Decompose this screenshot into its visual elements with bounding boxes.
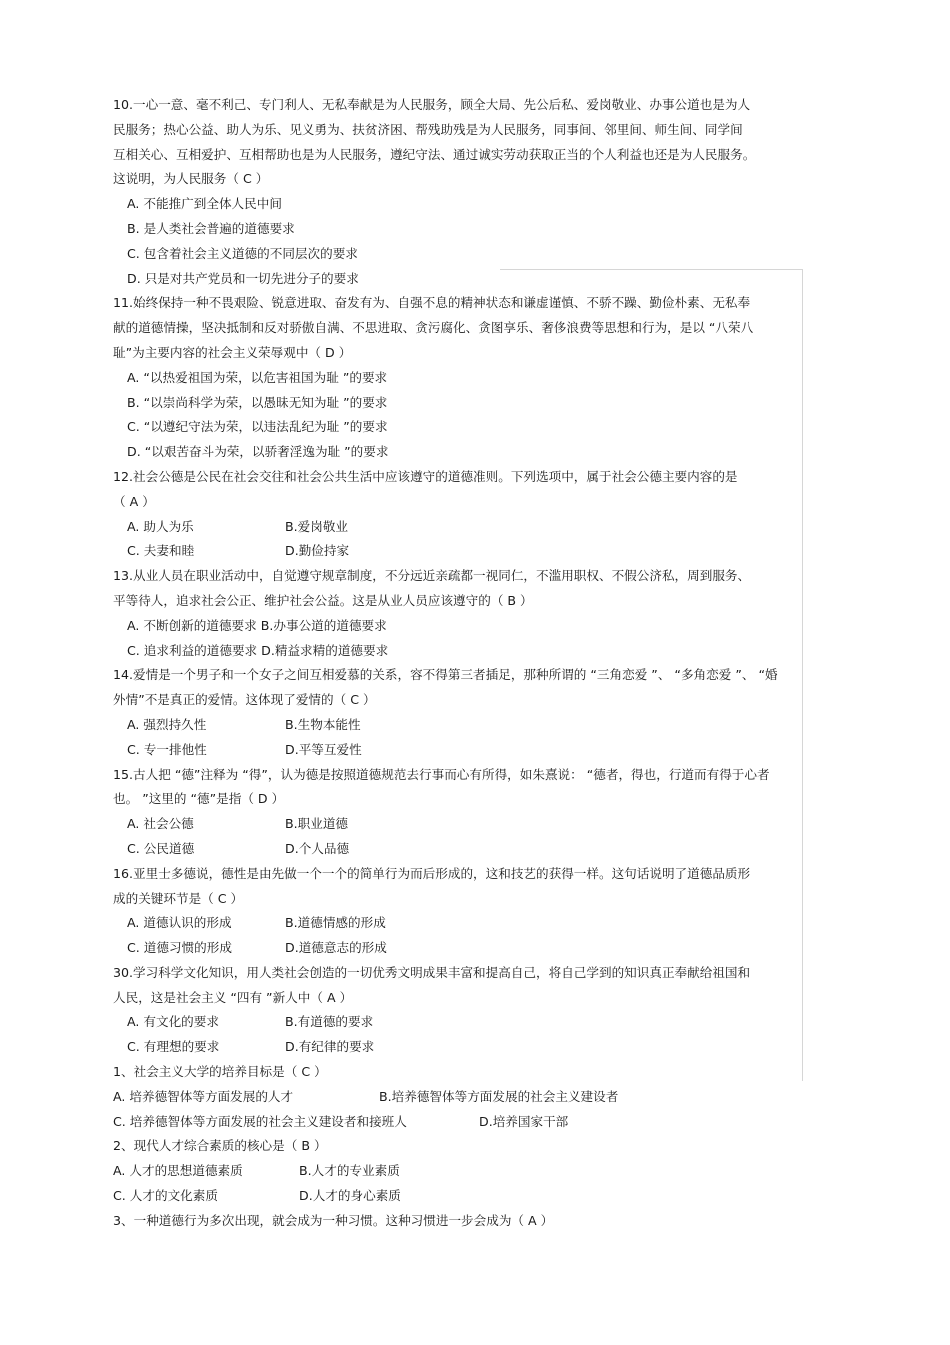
option-row bbox=[113, 539, 843, 564]
option-c: C. 人才的文化素质 bbox=[113, 1188, 218, 1204]
option-d: D.个人品德 bbox=[285, 840, 350, 856]
question-stem-line: 这说明，为人民服务（ C ） bbox=[113, 171, 269, 187]
option-b: B.道德情感的形成 bbox=[285, 915, 386, 931]
option-b: B.人才的专业素质 bbox=[299, 1163, 400, 1179]
question-stem-line: 30.学习科学文化知识，用人类社会创造的一切优秀文明成果丰富和提高自己，将自己学到的知识真正奉献给祖国和 bbox=[113, 964, 751, 980]
option-b: B.有道德的要求 bbox=[285, 1014, 374, 1030]
question-stem-line: 成的关键环节是（ C ） bbox=[113, 890, 244, 906]
option-c: C. 培养德智体等方面发展的社会主义建设者和接班人 bbox=[113, 1113, 407, 1129]
option-d: D.勤俭持家 bbox=[285, 543, 350, 559]
option-a: A. 社会公德 bbox=[127, 816, 194, 832]
option-a: A. 道德认识的形成 bbox=[127, 915, 232, 931]
option-row bbox=[113, 812, 843, 837]
question-stem-line: 16.亚里士多德说，德性是由先做一个一个的简单行为而后形成的，这和技艺的获得一样。这句话说明了道德品质形 bbox=[113, 865, 751, 881]
question-list bbox=[113, 93, 843, 1234]
question-stem-line: 10.一心一意、毫不利己、专门利人、无私奉献是为人民服务，顾全大局、先公后私、爱岗敬业、办事公道也是为人 bbox=[113, 97, 751, 112]
option-d: D.培养国家干部 bbox=[479, 1113, 569, 1129]
option-row bbox=[113, 713, 843, 738]
option-c: C. “以遵纪守法为荣，以违法乱纪为耻 ”的要求 bbox=[127, 419, 388, 435]
question-stem-line: 12.社会公德是公民在社会交往和社会公共生活中应该遵守的道德准则。下列选项中，属于社会公德主要内容的是 bbox=[113, 468, 738, 484]
option-c: C. 专一排他性 bbox=[127, 741, 207, 757]
option-a: A. 培养德智体等方面发展的人才 bbox=[113, 1088, 294, 1104]
option-d: D.道德意志的形成 bbox=[285, 940, 387, 956]
question-stem-line: 1、社会主义大学的培养目标是（ C ） bbox=[113, 1064, 327, 1080]
question-stem-line: 13.从业人员在职业活动中，自觉遵守规章制度，不分远近亲疏都一视同仁，不滥用职权、不假公济私，周到服务、 bbox=[113, 568, 751, 584]
question-stem-line: 互相关心、互相爱护、互相帮助也是为人民服务，遵纪守法、通过诚实劳动获取正当的个人利益也还是为人民服务。 bbox=[113, 146, 756, 162]
question-13 bbox=[113, 564, 843, 663]
option-c: C. 道德习惯的形成 bbox=[127, 940, 232, 956]
option-row bbox=[113, 911, 843, 936]
option-row: C. 追求利益的道德要求 D.精益求精的道德要求 bbox=[127, 642, 389, 658]
option-d: D. 只是对共产党员和一切先进分子的要求 bbox=[127, 270, 359, 286]
option-d: D.平等互爱性 bbox=[285, 741, 362, 757]
option-row bbox=[113, 738, 843, 763]
option-b: B. “以崇尚科学为荣，以愚昧无知为耻 ”的要求 bbox=[127, 394, 388, 410]
option-row bbox=[113, 837, 843, 862]
option-d: D.有纪律的要求 bbox=[285, 1039, 375, 1055]
option-c: C. 包含着社会主义道德的不同层次的要求 bbox=[127, 245, 358, 261]
question-stem-line: 也。 ”这里的 “德”是指（ D ） bbox=[113, 791, 285, 807]
question-stem-line: 15.古人把 “德”注释为 “得”，认为德是按照道德规范去行事而心有所得，如朱熹说： “德者，得也，行道而有得于心者 bbox=[113, 766, 770, 782]
option-row bbox=[113, 1035, 843, 1060]
option-b: B. 是人类社会普遍的道德要求 bbox=[127, 220, 295, 236]
option-b: B.生物本能性 bbox=[285, 716, 361, 732]
option-row bbox=[113, 1010, 843, 1035]
option-row: A. 不断创新的道德要求 B.办事公道的道德要求 bbox=[127, 617, 387, 633]
option-c: C. 有理想的要求 bbox=[127, 1039, 220, 1055]
question-16 bbox=[113, 862, 843, 961]
question-30 bbox=[113, 961, 843, 1060]
option-c: C. 夫妻和睦 bbox=[127, 543, 195, 559]
option-a: A. 强烈持久性 bbox=[127, 716, 207, 732]
question-12 bbox=[113, 465, 843, 564]
question-stem-line: （ A ） bbox=[113, 493, 155, 509]
option-d: D.人才的身心素质 bbox=[299, 1188, 401, 1204]
question-14 bbox=[113, 663, 843, 762]
question-stem-line: 耻”为主要内容的社会主义荣辱观中（ D ） bbox=[113, 344, 352, 360]
option-row bbox=[113, 1110, 843, 1135]
option-b: B.培养德智体等方面发展的社会主义建设者 bbox=[379, 1088, 619, 1104]
option-row bbox=[113, 1085, 843, 1110]
question-stem-line: 3、一种道德行为多次出现，就会成为一种习惯。这种习惯进一步会成为（ A ） bbox=[113, 1212, 554, 1228]
question-stem-line: 平等待人，追求社会公正、维护社会公益。这是从业人员应该遵守的（ B ） bbox=[113, 592, 533, 608]
option-d: D. “以艰苦奋斗为荣，以骄奢淫逸为耻 ”的要求 bbox=[127, 444, 389, 460]
option-row bbox=[113, 1159, 843, 1184]
question-stem-line: 人民，这是社会主义 “四有 ”新人中（ A ） bbox=[113, 989, 353, 1005]
option-row bbox=[113, 936, 843, 961]
option-a: A. 人才的思想道德素质 bbox=[113, 1163, 243, 1179]
question-stem-line: 2、现代人才综合素质的核心是（ B ） bbox=[113, 1138, 327, 1154]
option-b: B.爱岗敬业 bbox=[285, 518, 349, 534]
question-stem-line: 外情”不是真正的爱情。这体现了爱情的（ C ） bbox=[113, 692, 376, 708]
option-c: C. 公民道德 bbox=[127, 840, 195, 856]
question-stem-line: 献的道德情操，坚决抵制和反对骄傲自满、不思进取、贪污腐化、贪图享乐、奢侈浪费等思想和行为，是以 “八荣八 bbox=[113, 320, 754, 336]
section2-question-1 bbox=[113, 1060, 843, 1134]
question-stem-line: 14.爱情是一个男子和一个女子之间互相爱慕的关系，容不得第三者插足，那种所谓的 “三角恋爱 ”、 “多角恋爱 ”、 “婚 bbox=[113, 667, 778, 683]
section2-question-2 bbox=[113, 1134, 843, 1208]
option-a: A. “以热爱祖国为荣，以危害祖国为耻 ”的要求 bbox=[127, 369, 388, 385]
option-row bbox=[113, 1184, 843, 1209]
question-stem-line: 民服务；热心公益、助人为乐、见义勇为、扶贫济困、帮残助残是为人民服务，同事间、邻里间、师生间、同学间 bbox=[113, 121, 743, 137]
question-stem-line: 11.始终保持一种不畏艰险、锐意进取、奋发有为、自强不息的精神状态和谦虚谨慎、不骄不躁、勤俭朴素、无私奉 bbox=[113, 295, 751, 311]
question-15 bbox=[113, 763, 843, 862]
option-row bbox=[113, 515, 843, 540]
section2-question-3 bbox=[113, 1209, 843, 1234]
option-a: A. 有文化的要求 bbox=[127, 1014, 219, 1030]
question-11 bbox=[113, 291, 843, 465]
question-10 bbox=[113, 93, 843, 291]
option-a: A. 助人为乐 bbox=[127, 518, 194, 534]
option-a: A. 不能推广到全体人民中间 bbox=[127, 196, 282, 212]
option-b: B.职业道德 bbox=[285, 816, 349, 832]
